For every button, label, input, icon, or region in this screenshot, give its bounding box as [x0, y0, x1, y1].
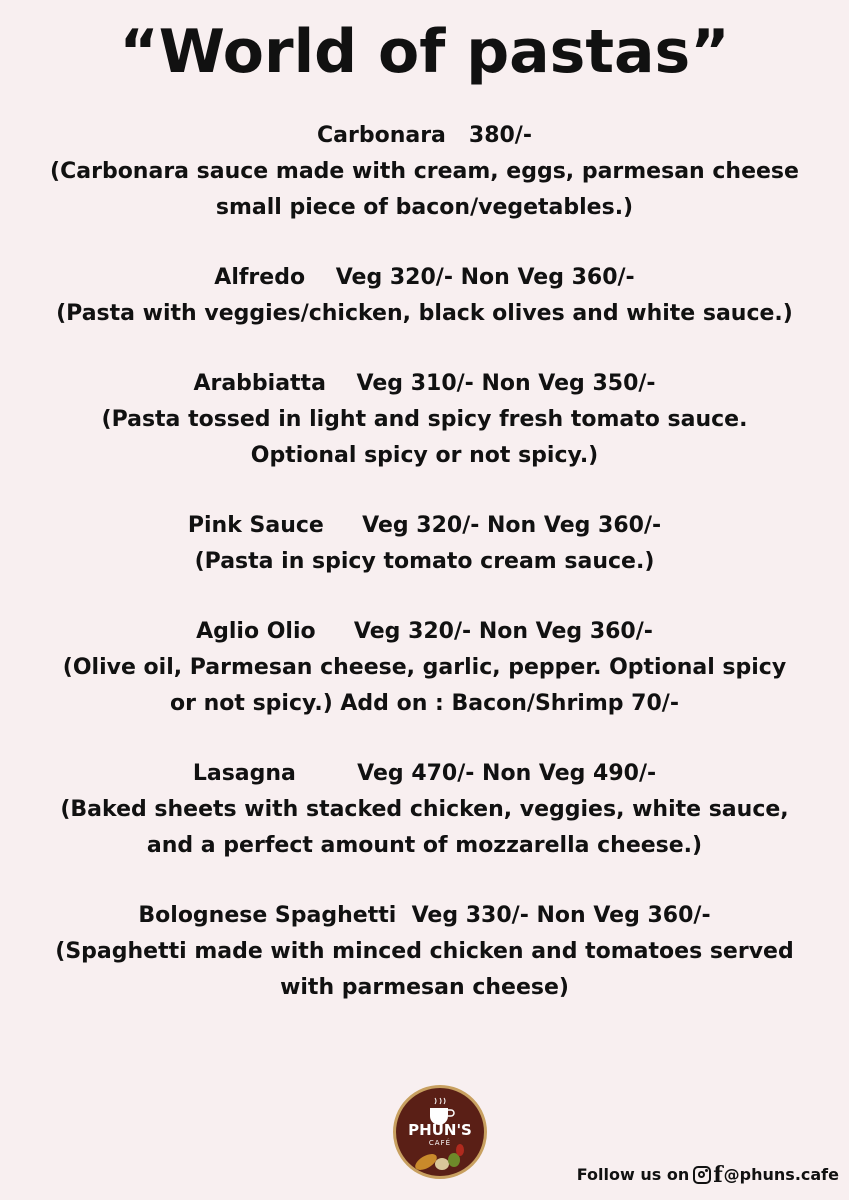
menu-item	[40, 118, 809, 226]
menu-list	[40, 118, 809, 1040]
item-name-price: Lasagna Veg 470/- Non Veg 490/-	[192, 761, 657, 786]
menu-item	[40, 756, 809, 864]
logo-name: PHUN'S	[408, 1121, 472, 1139]
follow-label: Follow us on	[576, 1165, 690, 1184]
item-description: (Carbonara sauce made with cream, eggs, parmesan cheese small piece of bacon/vegetables.)	[50, 159, 799, 220]
item-name-price: Arabbiatta Veg 310/- Non Veg 350/-	[193, 371, 656, 396]
item-description: (Baked sheets with stacked chicken, veggies, white sauce, and a perfect amount of mozzarella cheese.)	[60, 797, 789, 858]
item-description: (Spaghetti made with minced chicken and tomatoes served with parmesan cheese)	[55, 939, 794, 1000]
menu-item	[40, 614, 809, 722]
cafe-logo	[393, 1085, 487, 1179]
item-description: (Pasta with veggies/chicken, black olives and white sauce.)	[56, 301, 793, 326]
item-name-price: Bolognese Spaghetti Veg 330/- Non Veg 360/-	[138, 903, 711, 928]
social-footer	[577, 1164, 839, 1186]
menu-item	[40, 508, 809, 580]
instagram-icon[interactable]	[693, 1166, 711, 1184]
item-name-price: Carbonara 380/-	[317, 123, 532, 148]
logo-subtitle: CAFÉ	[428, 1139, 452, 1147]
item-description: (Olive oil, Parmesan cheese, garlic, pepper. Optional spicy or not spicy.) Add on : Bacon/Shrimp 70/-	[62, 655, 787, 716]
menu-item	[40, 260, 809, 332]
social-handle[interactable]: @phuns.cafe	[723, 1165, 839, 1184]
menu-item	[40, 366, 809, 474]
menu-title: “World of pastas”	[119, 17, 730, 87]
item-name-price: Alfredo Veg 320/- Non Veg 360/-	[214, 265, 635, 290]
item-description: (Pasta tossed in light and spicy fresh tomato sauce. Optional spicy or not spicy.)	[101, 407, 748, 468]
item-description: (Pasta in spicy tomato cream sauce.)	[194, 549, 655, 574]
item-name-price: Pink Sauce Veg 320/- Non Veg 360/-	[187, 513, 662, 538]
facebook-icon[interactable]: f	[713, 1162, 723, 1188]
menu-item	[40, 898, 809, 1006]
item-name-price: Aglio Olio Veg 320/- Non Veg 360/-	[196, 619, 653, 644]
